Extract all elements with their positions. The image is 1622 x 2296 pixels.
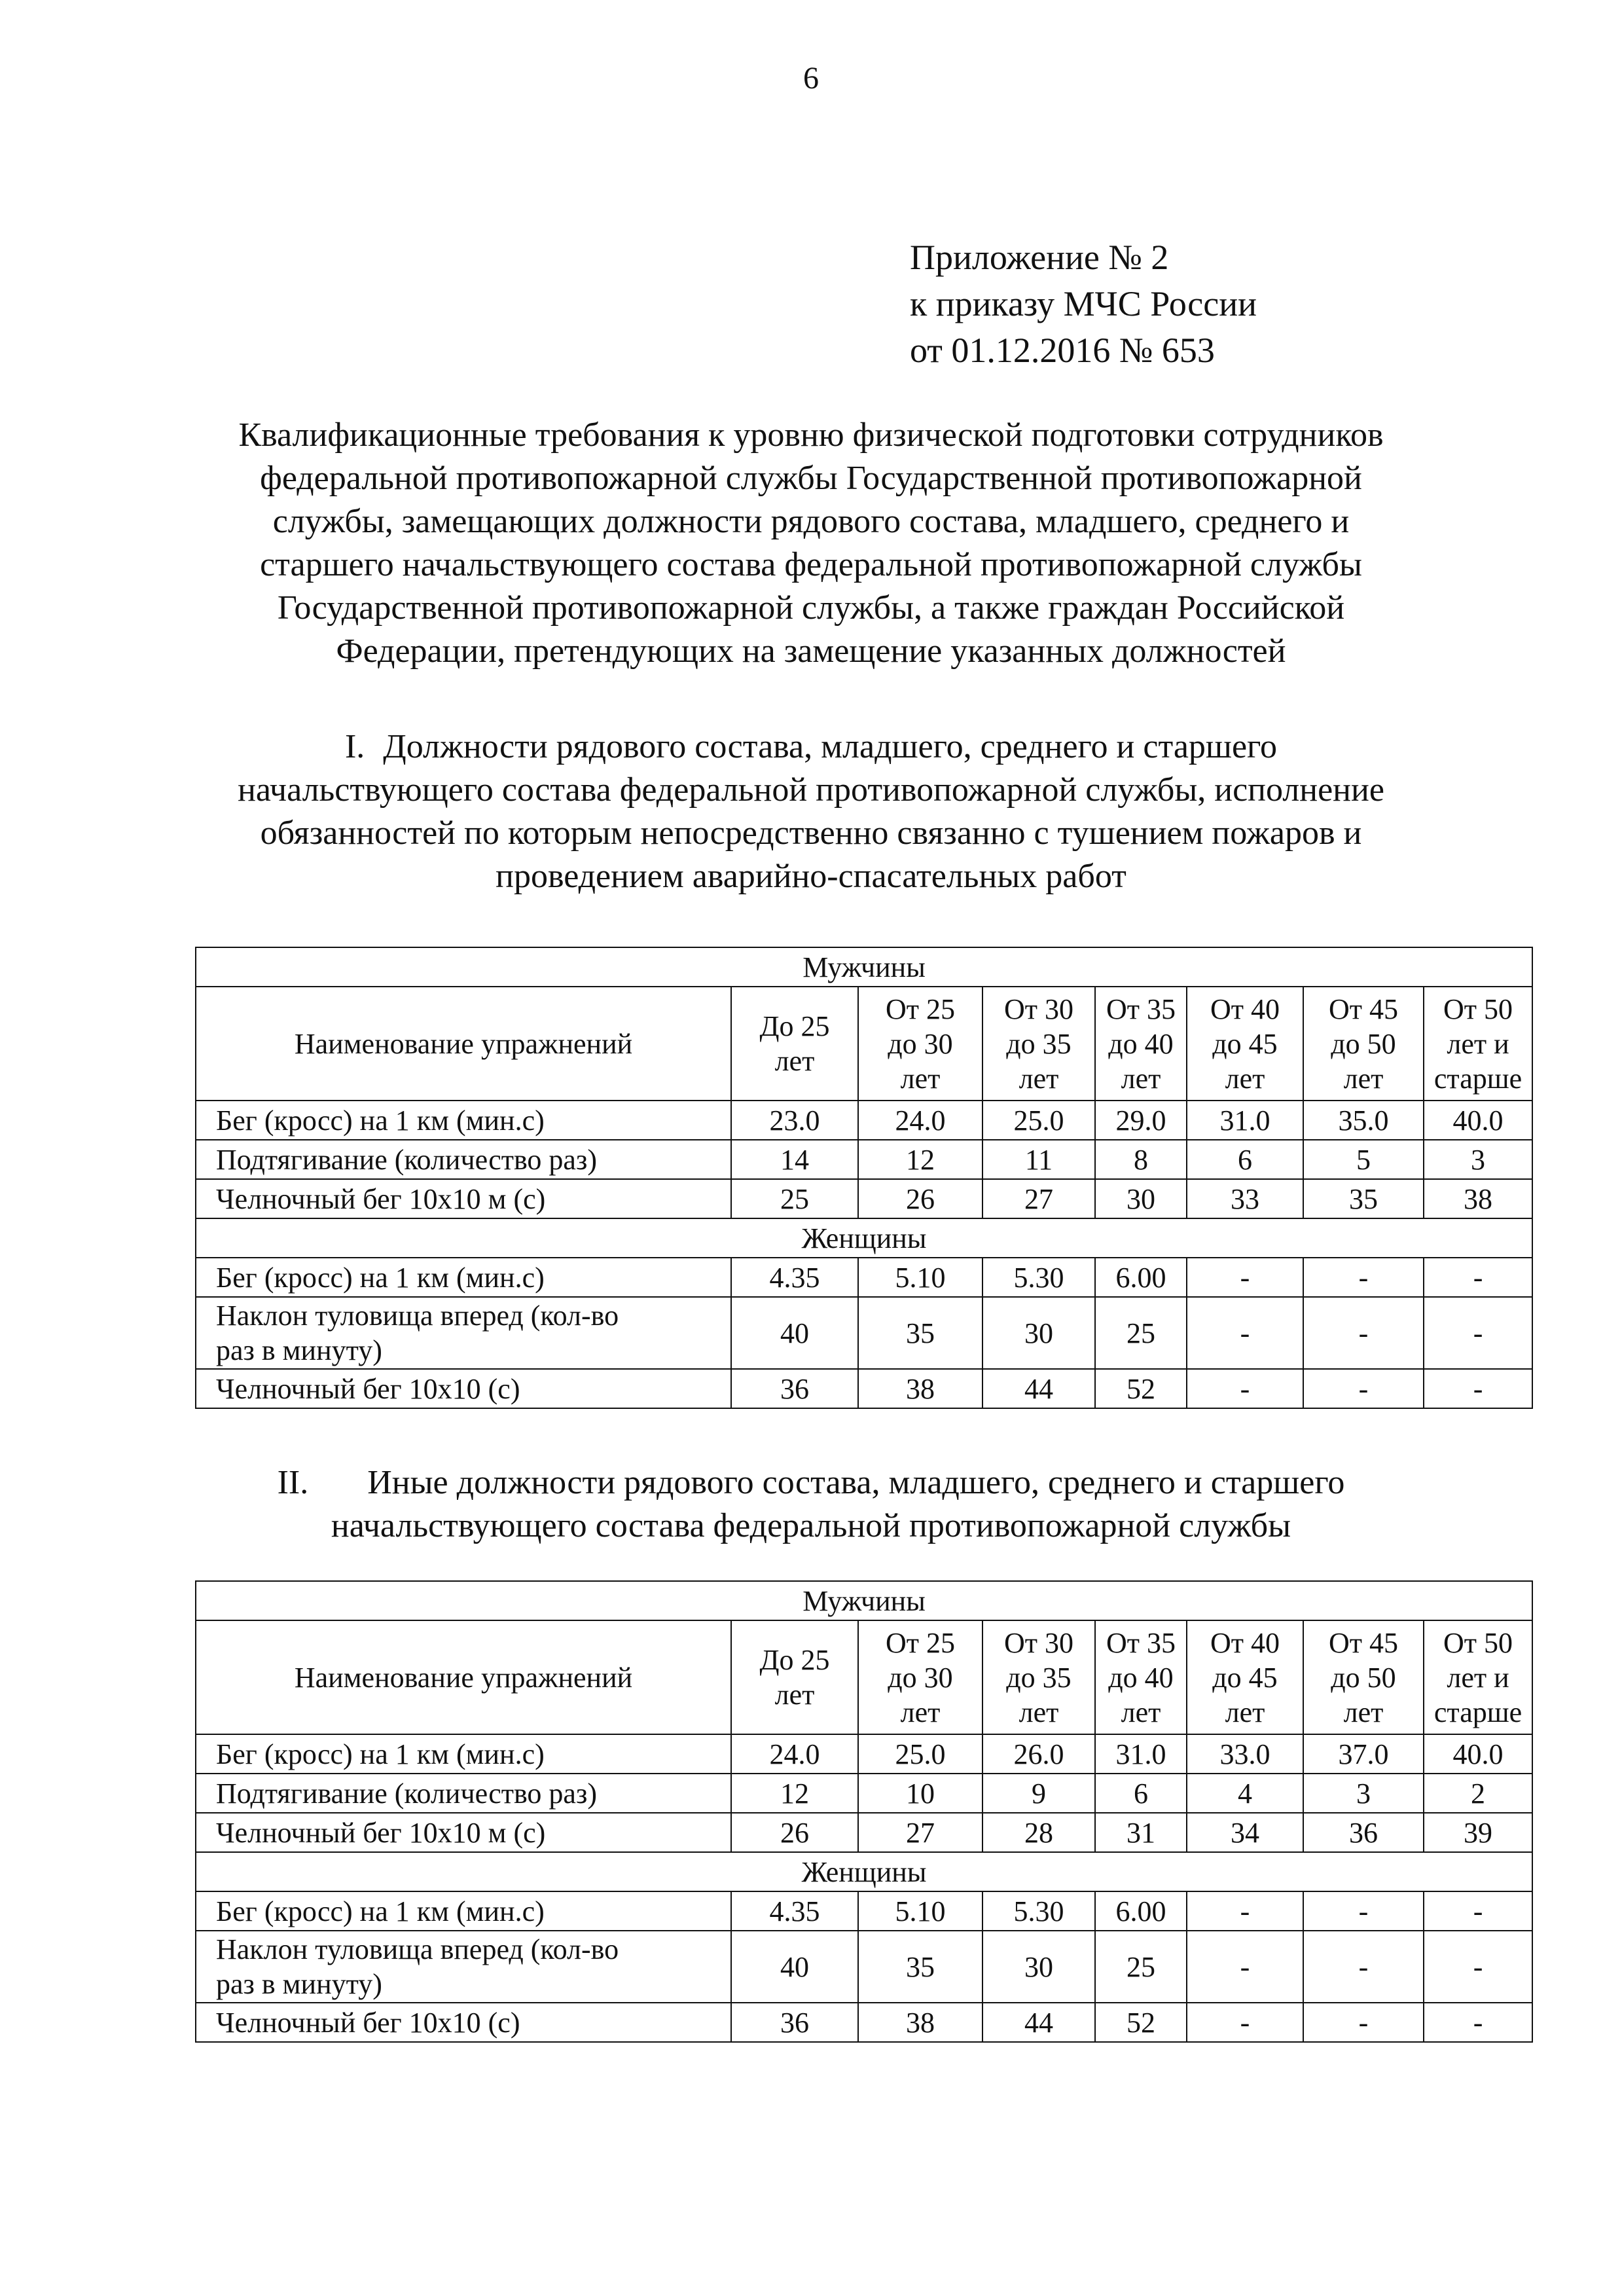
- value-cell: 12: [858, 1140, 982, 1179]
- appendix-block: [910, 234, 1257, 374]
- value-cell: 5.30: [982, 1258, 1095, 1297]
- value-cell: 14: [731, 1140, 858, 1179]
- title-line: федеральной противопожарной службы Государственной противопожарной: [260, 460, 1362, 497]
- value-cell: -: [1303, 1258, 1424, 1297]
- value-cell: 4.35: [731, 1258, 858, 1297]
- value-cell: 28: [982, 1813, 1095, 1852]
- age-header: От 30 до 35 лет: [982, 987, 1095, 1101]
- exercise-name: Бег (кросс) на 1 км (мин.с): [196, 1258, 731, 1297]
- value-cell: 40.0: [1424, 1734, 1532, 1774]
- exercise-name: Челночный бег 10х10 м (с): [196, 1179, 731, 1218]
- table-row: [196, 1891, 1532, 1931]
- value-cell: -: [1424, 1297, 1532, 1369]
- value-cell: 5.30: [982, 1891, 1095, 1931]
- value-cell: -: [1303, 1891, 1424, 1931]
- value-cell: 36: [731, 1369, 858, 1408]
- value-cell: 36: [1303, 1813, 1424, 1852]
- value-cell: 29.0: [1095, 1101, 1187, 1140]
- header-row: [196, 1620, 1532, 1734]
- value-cell: 25.0: [982, 1101, 1095, 1140]
- value-cell: -: [1303, 1369, 1424, 1408]
- age-header: От 25 до 30 лет: [858, 1620, 982, 1734]
- table-row: [196, 1369, 1532, 1408]
- table-row: [196, 1140, 1532, 1179]
- exercise-name: Челночный бег 10х10 м (с): [196, 1813, 731, 1852]
- value-cell: 31: [1095, 1813, 1187, 1852]
- value-cell: 6.00: [1095, 1891, 1187, 1931]
- value-cell: 40.0: [1424, 1101, 1532, 1140]
- value-cell: -: [1187, 1297, 1303, 1369]
- value-cell: 27: [982, 1179, 1095, 1218]
- group-row-men: [196, 947, 1532, 987]
- age-header: От 25 до 30 лет: [858, 987, 982, 1101]
- table-row: [196, 1258, 1532, 1297]
- value-cell: 35.0: [1303, 1101, 1424, 1140]
- exercise-name: Бег (кросс) на 1 км (мин.с): [196, 1891, 731, 1931]
- value-cell: -: [1424, 1369, 1532, 1408]
- heading-line: начальствующего состава федеральной противопожарной службы, исполнение: [238, 771, 1384, 809]
- table-row: [196, 1931, 1532, 2003]
- exercise-name: Челночный бег 10х10 (с): [196, 2003, 731, 2042]
- value-cell: 40: [731, 1297, 858, 1369]
- value-cell: 23.0: [731, 1101, 858, 1140]
- value-cell: -: [1424, 1891, 1532, 1931]
- value-cell: 30: [982, 1931, 1095, 2003]
- value-cell: 33: [1187, 1179, 1303, 1218]
- value-cell: 39: [1424, 1813, 1532, 1852]
- value-cell: 24.0: [858, 1101, 982, 1140]
- appendix-line-3: от 01.12.2016 № 653: [910, 331, 1215, 370]
- value-cell: 9: [982, 1774, 1095, 1813]
- value-cell: 44: [982, 2003, 1095, 2042]
- header-row: [196, 987, 1532, 1101]
- group-label-men: Мужчины: [196, 1581, 1532, 1620]
- value-cell: 35: [858, 1931, 982, 2003]
- appendix-line-2: к приказу МЧС России: [910, 284, 1257, 323]
- exercise-name: Наклон туловища вперед (кол-во раз в минуту): [196, 1297, 731, 1369]
- age-header: От 35 до 40 лет: [1095, 1620, 1187, 1734]
- value-cell: 36: [731, 2003, 858, 2042]
- value-cell: 33.0: [1187, 1734, 1303, 1774]
- title-line: службы, замещающих должности рядового состава, младшего, среднего и: [272, 503, 1350, 540]
- title-line: Квалификационные требования к уровню физической подготовки сотрудников: [238, 416, 1384, 454]
- value-cell: 38: [858, 2003, 982, 2042]
- age-header: От 45 до 50 лет: [1303, 987, 1424, 1101]
- section-number: II.: [277, 1464, 309, 1501]
- heading-line: обязанностей по которым непосредственно связанно с тушением пожаров и: [260, 814, 1362, 852]
- age-header: От 45 до 50 лет: [1303, 1620, 1424, 1734]
- age-header: От 40 до 45 лет: [1187, 1620, 1303, 1734]
- value-cell: 2: [1424, 1774, 1532, 1813]
- value-cell: 37.0: [1303, 1734, 1424, 1774]
- age-header: От 40 до 45 лет: [1187, 987, 1303, 1101]
- value-cell: 38: [858, 1369, 982, 1408]
- table-row: [196, 1774, 1532, 1813]
- value-cell: 3: [1303, 1774, 1424, 1813]
- value-cell: 4.35: [731, 1891, 858, 1931]
- value-cell: 11: [982, 1140, 1095, 1179]
- norms-table-2: [195, 1580, 1533, 2043]
- group-row-men: [196, 1581, 1532, 1620]
- value-cell: -: [1187, 1258, 1303, 1297]
- title-line: Государственной противопожарной службы, а также граждан Российской: [277, 589, 1345, 627]
- age-header: От 50 лет и старше: [1424, 1620, 1532, 1734]
- value-cell: 25: [731, 1179, 858, 1218]
- value-cell: -: [1187, 1369, 1303, 1408]
- value-cell: 31.0: [1095, 1734, 1187, 1774]
- value-cell: -: [1424, 1258, 1532, 1297]
- exercise-name: Челночный бег 10х10 (с): [196, 1369, 731, 1408]
- group-row-women: [196, 1218, 1532, 1258]
- value-cell: 44: [982, 1369, 1095, 1408]
- value-cell: -: [1424, 1931, 1532, 2003]
- value-cell: 6: [1095, 1774, 1187, 1813]
- value-cell: 3: [1424, 1140, 1532, 1179]
- value-cell: 34: [1187, 1813, 1303, 1852]
- value-cell: 52: [1095, 2003, 1187, 2042]
- value-cell: 25: [1095, 1297, 1187, 1369]
- table-row: [196, 1179, 1532, 1218]
- exercise-column-header: Наименование упражнений: [196, 1620, 731, 1734]
- heading-line: проведением аварийно-спасательных работ: [496, 858, 1126, 895]
- value-cell: 35: [858, 1297, 982, 1369]
- title-line: старшего начальствующего состава федеральной противопожарной службы: [260, 546, 1362, 583]
- value-cell: 26: [731, 1813, 858, 1852]
- value-cell: 5.10: [858, 1258, 982, 1297]
- value-cell: 24.0: [731, 1734, 858, 1774]
- exercise-column-header: Наименование упражнений: [196, 987, 731, 1101]
- table-row: [196, 2003, 1532, 2042]
- value-cell: -: [1303, 1931, 1424, 2003]
- value-cell: 52: [1095, 1369, 1187, 1408]
- value-cell: 38: [1424, 1179, 1532, 1218]
- value-cell: -: [1303, 2003, 1424, 2042]
- value-cell: 30: [982, 1297, 1095, 1369]
- table-row: [196, 1297, 1532, 1369]
- value-cell: -: [1303, 1297, 1424, 1369]
- document-title: [98, 414, 1524, 673]
- value-cell: 6.00: [1095, 1258, 1187, 1297]
- age-header: До 25 лет: [731, 1620, 858, 1734]
- value-cell: -: [1187, 1891, 1303, 1931]
- value-cell: 30: [1095, 1179, 1187, 1218]
- group-label-women: Женщины: [196, 1852, 1532, 1891]
- exercise-name: Наклон туловища вперед (кол-во раз в минуту): [196, 1931, 731, 2003]
- table-row: [196, 1813, 1532, 1852]
- table-row: [196, 1734, 1532, 1774]
- group-label-women: Женщины: [196, 1218, 1532, 1258]
- heading-line: Иные должности рядового состава, младшего, среднего и старшего: [367, 1464, 1345, 1501]
- value-cell: 8: [1095, 1140, 1187, 1179]
- exercise-name: Подтягивание (количество раз): [196, 1140, 731, 1179]
- title-line: Федерации, претендующих на замещение указанных должностей: [336, 632, 1286, 670]
- exercise-name: Подтягивание (количество раз): [196, 1774, 731, 1813]
- value-cell: 12: [731, 1774, 858, 1813]
- exercise-name: Бег (кросс) на 1 км (мин.с): [196, 1734, 731, 1774]
- exercise-name: Бег (кросс) на 1 км (мин.с): [196, 1101, 731, 1140]
- value-cell: 25: [1095, 1931, 1187, 2003]
- value-cell: -: [1187, 2003, 1303, 2042]
- value-cell: 35: [1303, 1179, 1424, 1218]
- heading-line: начальствующего состава федеральной противопожарной службы: [331, 1507, 1291, 1544]
- table-row: [196, 1101, 1532, 1140]
- age-header: До 25 лет: [731, 987, 858, 1101]
- value-cell: -: [1424, 2003, 1532, 2042]
- value-cell: 26.0: [982, 1734, 1095, 1774]
- section-number: I.: [344, 728, 365, 765]
- value-cell: 6: [1187, 1140, 1303, 1179]
- age-header: От 30 до 35 лет: [982, 1620, 1095, 1734]
- group-label-men: Мужчины: [196, 947, 1532, 987]
- value-cell: 5.10: [858, 1891, 982, 1931]
- age-header: От 50 лет и старше: [1424, 987, 1532, 1101]
- page-number: 6: [803, 61, 819, 96]
- section-1-heading: [98, 725, 1524, 898]
- value-cell: 10: [858, 1774, 982, 1813]
- value-cell: 5: [1303, 1140, 1424, 1179]
- value-cell: 31.0: [1187, 1101, 1303, 1140]
- value-cell: 4: [1187, 1774, 1303, 1813]
- value-cell: -: [1187, 1931, 1303, 2003]
- value-cell: 26: [858, 1179, 982, 1218]
- norms-table-1: [195, 947, 1533, 1409]
- group-row-women: [196, 1852, 1532, 1891]
- value-cell: 40: [731, 1931, 858, 2003]
- heading-line: Должности рядового состава, младшего, среднего и старшего: [383, 728, 1278, 765]
- value-cell: 27: [858, 1813, 982, 1852]
- age-header: От 35 до 40 лет: [1095, 987, 1187, 1101]
- section-2-heading: [98, 1461, 1524, 1548]
- value-cell: 25.0: [858, 1734, 982, 1774]
- appendix-line-1: Приложение № 2: [910, 238, 1169, 277]
